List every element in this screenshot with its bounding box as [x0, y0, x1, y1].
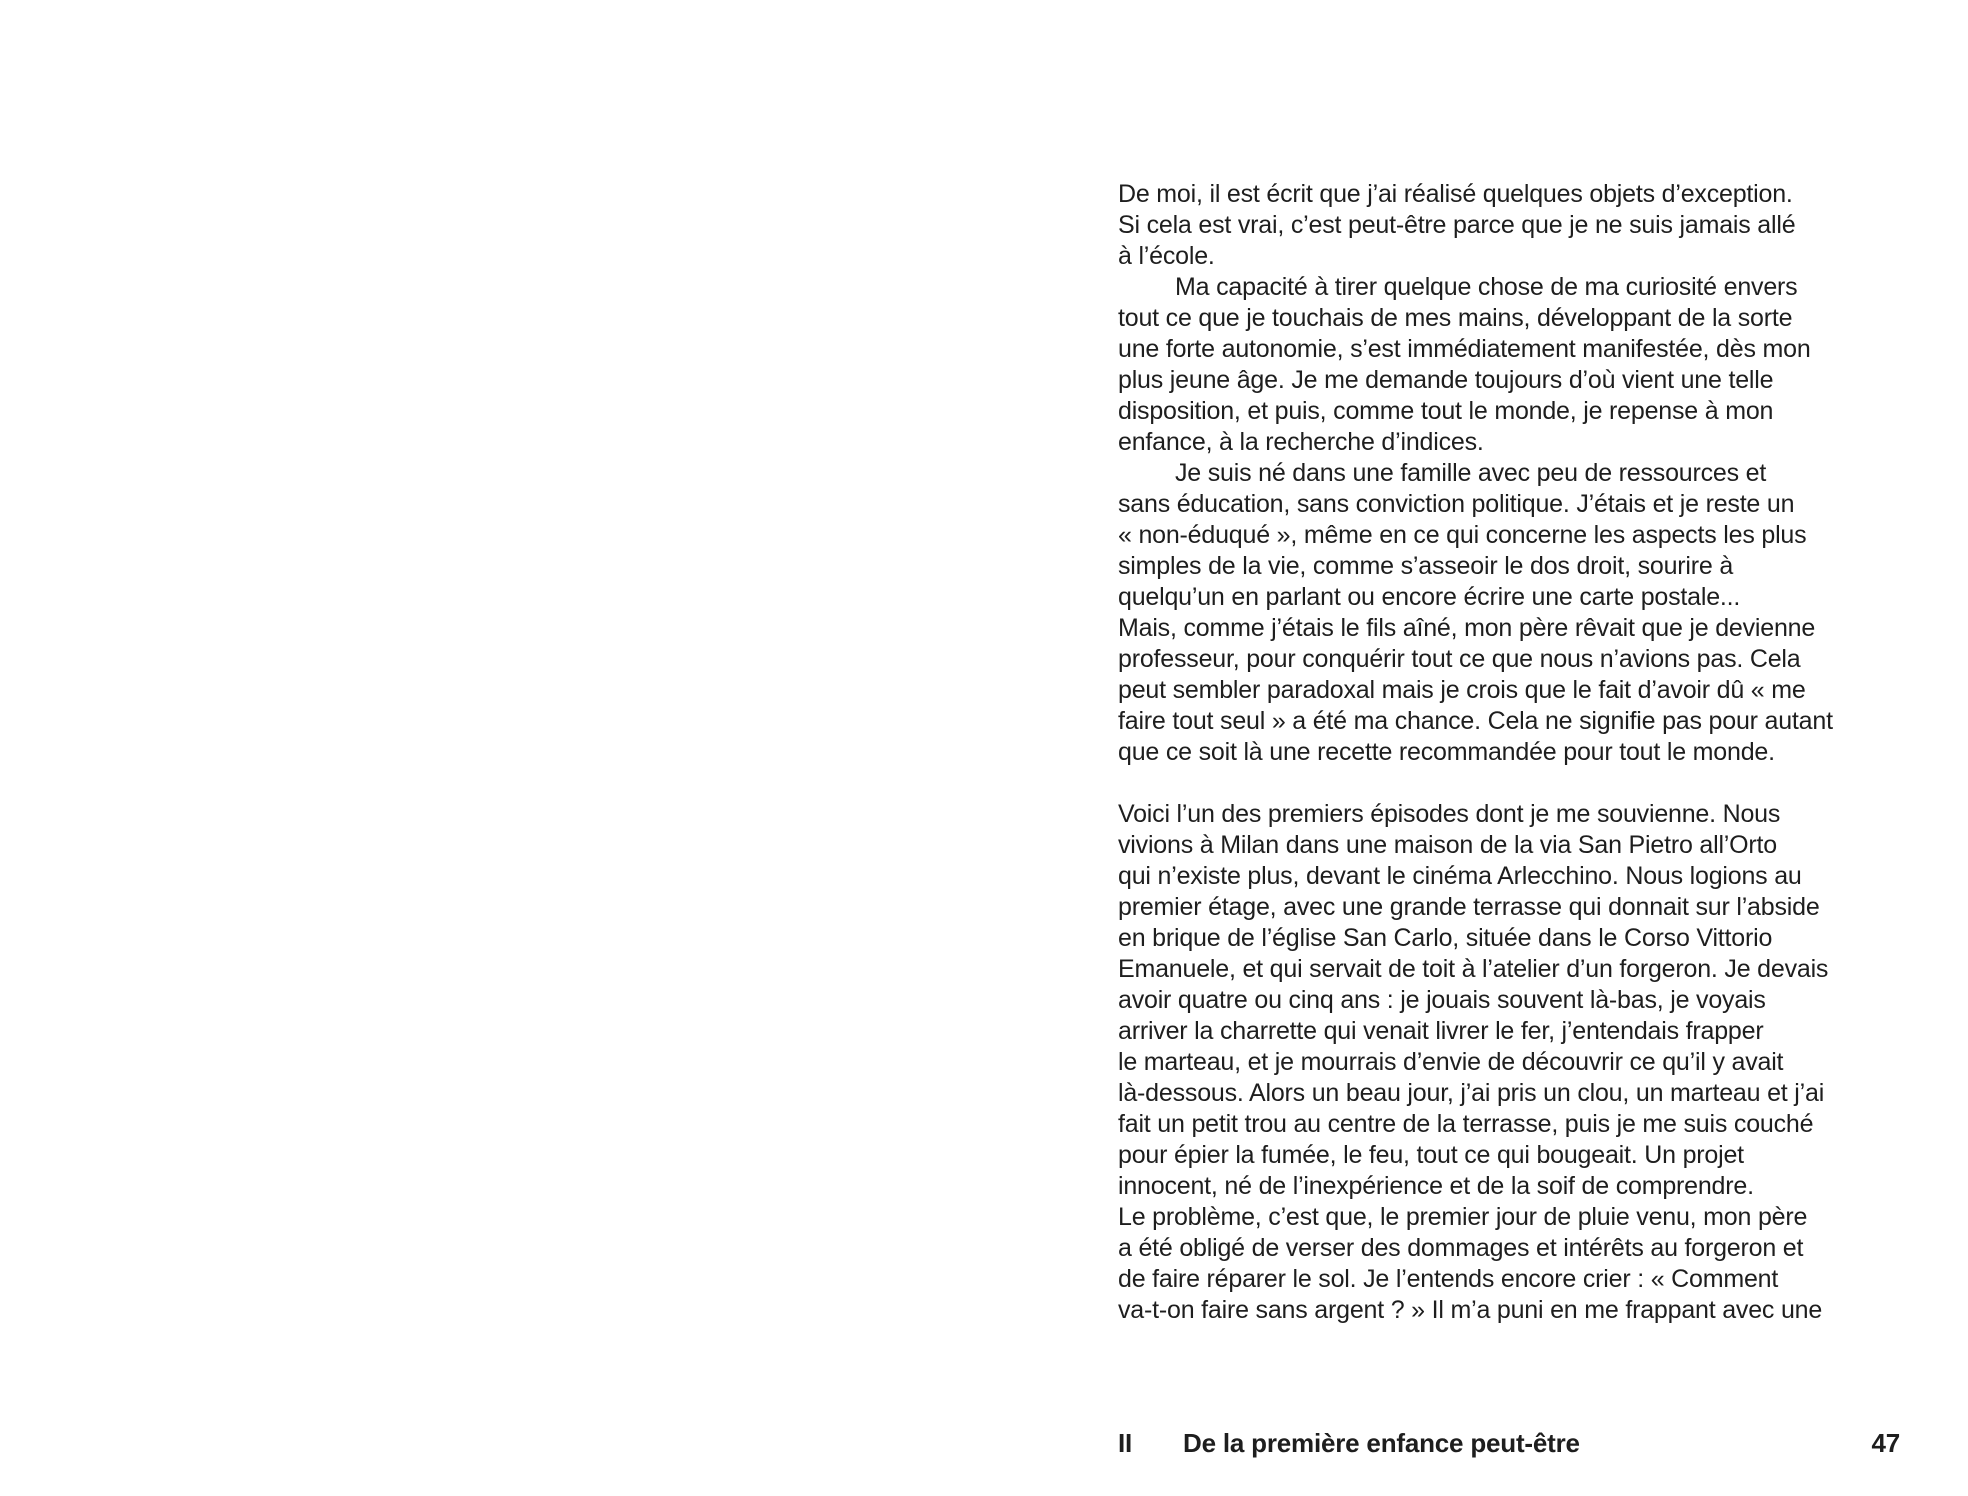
text-line: Mais, comme j’étais le fils aîné, mon père rêvait que je devienne	[1118, 614, 1816, 642]
body-text	[1118, 179, 1900, 1326]
text-line: Ma capacité à tirer quelque chose de ma curiosité envers	[1175, 273, 1798, 301]
text-line: enfance, à la recherche d’indices.	[1118, 428, 1484, 456]
text-line: simples de la vie, comme s’asseoir le dos droit, sourire à	[1118, 552, 1734, 580]
text-line: arriver la charrette qui venait livrer le fer, j’entendais frapper	[1118, 1017, 1764, 1045]
chapter-title: De la première enfance peut-être	[1183, 1428, 1580, 1458]
text-line: disposition, et puis, comme tout le monde, je repense à mon	[1118, 397, 1774, 425]
text-line: là-dessous. Alors un beau jour, j’ai pris un clou, un marteau et j’ai	[1118, 1079, 1825, 1107]
text-line: fait un petit trou au centre de la terrasse, puis je me suis couché	[1118, 1110, 1814, 1138]
text-line: pour épier la fumée, le feu, tout ce qui bougeait. Un projet	[1118, 1141, 1744, 1169]
text-line: professeur, pour conquérir tout ce que nous n’avions pas. Cela	[1118, 645, 1801, 673]
text-line: une forte autonomie, s’est immédiatement manifestée, dès mon	[1118, 335, 1811, 363]
text-line: innocent, né de l’inexpérience et de la soif de comprendre.	[1118, 1172, 1754, 1200]
chapter-number: II	[1118, 1428, 1133, 1458]
text-line: Voici l’un des premiers épisodes dont je me souvienne. Nous	[1118, 800, 1781, 828]
text-line: quelqu’un en parlant ou encore écrire une carte postale...	[1118, 583, 1741, 611]
text-line: Si cela est vrai, c’est peut-être parce que je ne suis jamais allé	[1118, 211, 1796, 239]
text-line: faire tout seul » a été ma chance. Cela ne signifie pas pour autant	[1118, 707, 1833, 735]
text-line: Emanuele, et qui servait de toit à l’atelier d’un forgeron. Je devais	[1118, 955, 1829, 983]
page-number: 47	[1871, 1428, 1900, 1458]
text-line: « non-éduqué », même en ce qui concerne les aspects les plus	[1118, 521, 1807, 549]
text-line: qui n’existe plus, devant le cinéma Arlecchino. Nous logions au	[1118, 862, 1802, 890]
paragraph	[1118, 179, 1900, 768]
paragraph	[1118, 799, 1900, 1326]
text-line: De moi, il est écrit que j’ai réalisé quelques objets d’exception.	[1118, 180, 1793, 208]
text-line: le marteau, et je mourrais d’envie de découvrir ce qu’il y avait	[1118, 1048, 1784, 1076]
text-line: peut sembler paradoxal mais je crois que le fait d’avoir dû « me	[1118, 676, 1806, 704]
text-line: à l’école.	[1118, 242, 1215, 270]
text-line: a été obligé de verser des dommages et intérêts au forgeron et	[1118, 1234, 1804, 1262]
text-line: que ce soit là une recette recommandée pour tout le monde.	[1118, 738, 1775, 766]
text-line: Je suis né dans une famille avec peu de ressources et	[1175, 459, 1767, 487]
footer	[1118, 1428, 1900, 1458]
text-line: Le problème, c’est que, le premier jour de pluie venu, mon père	[1118, 1203, 1808, 1231]
text-line: plus jeune âge. Je me demande toujours d’où vient une telle	[1118, 366, 1774, 394]
text-line: de faire réparer le sol. Je l’entends encore crier : « Comment	[1118, 1265, 1779, 1293]
text-line: premier étage, avec une grande terrasse qui donnait sur l’abside	[1118, 893, 1820, 921]
text-line: en brique de l’église San Carlo, située dans le Corso Vittorio	[1118, 924, 1773, 952]
text-line: vivions à Milan dans une maison de la via San Pietro all’Orto	[1118, 831, 1777, 859]
text-line: va-t-on faire sans argent ? » Il m’a puni en me frappant avec une	[1118, 1296, 1823, 1324]
text-line: tout ce que je touchais de mes mains, développant de la sorte	[1118, 304, 1793, 332]
text-line: sans éducation, sans conviction politique. J’étais et je reste un	[1118, 490, 1795, 518]
text-line: avoir quatre ou cinq ans : je jouais souvent là-bas, je voyais	[1118, 986, 1766, 1014]
